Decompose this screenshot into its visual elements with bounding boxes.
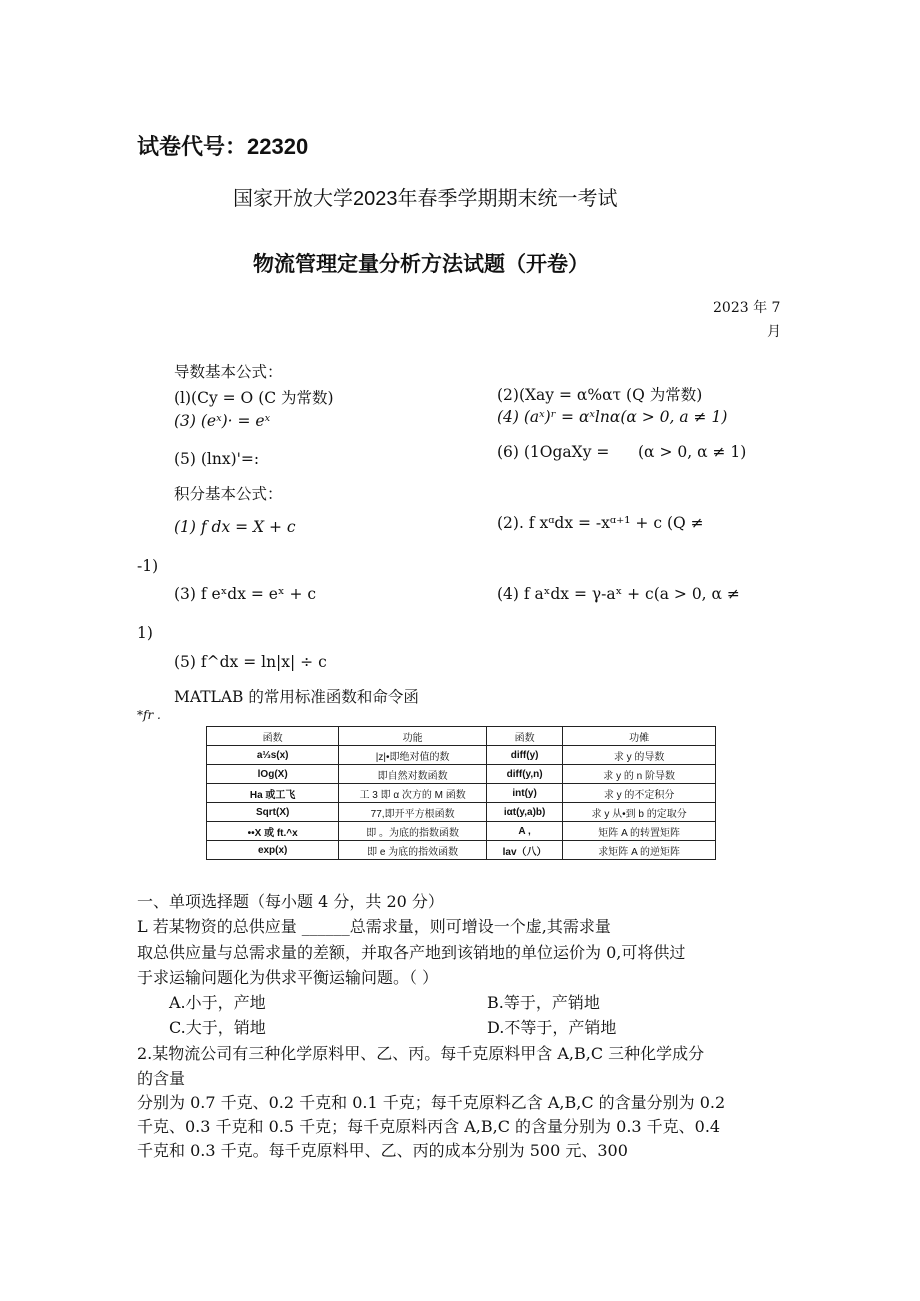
question-1-option-d: D.不等于，产销地 [487,1018,617,1037]
derivative-formula-6: (6) (1OgaXy = [497,443,610,461]
exam-code: 试卷代号：22320 [137,134,309,159]
integral-formula-5: (5) f^dx = ln|x| ÷ c [174,653,327,671]
table-cell: 求矩阵 A 的逆矩阵 [563,841,716,860]
table-cell: 77,即开平方根函数 [339,803,487,822]
matlab-function-table [206,726,716,860]
question-2-line-3: 分别为 0.7 千克、0.2 千克和 0.1 千克；每千克原料乙含 A,B,C 的含量分别为 0.2 [137,1093,726,1112]
integral-formula-4: (4) f aˣdx = γ-aˣ + c(a > 0, α ≠ [497,585,740,603]
table-cell: 工 3 即 α 次方的 M 函数 [339,784,487,803]
table-cell: ••X 或 ft.^x [207,822,339,841]
table-cell: 即自然对数函数 [339,765,487,784]
question-1-option-c: C.大于，销地 [169,1018,266,1037]
table-cell: 求 y 的不定积分 [563,784,716,803]
table-cell: iαt(y,a)b) [486,803,562,822]
subject-title: 物流管理定量分析方法试题（开卷） [253,253,589,276]
integral-formula-2-tail: -1) [137,557,159,575]
table-row [207,822,716,841]
table-cell: 即 e 为底的指效函数 [339,841,487,860]
table-header-cell: 函数 [207,727,339,746]
exam-date-line1: 2023 年 7 [713,300,781,316]
derivatives-heading: 导数基本公式： [174,363,283,381]
table-cell: 矩阵 A 的转置矩阵 [563,822,716,841]
table-row [207,746,716,765]
integral-formula-1: (1) f dx = X + c [174,518,296,536]
question-1-line-1: L 若某物资的总供应量 ______总需求量，则可增设一个虚,其需求量 [137,917,611,936]
derivative-formula-2: (2)(Xay = α%ατ (Q 为常数) [497,386,703,404]
derivative-formula-6-condition: (α > 0, α ≠ 1) [638,443,747,461]
table-cell: diff(y,n) [486,765,562,784]
table-row [207,784,716,803]
table-cell: A , [486,822,562,841]
table-cell: Sqrt(X) [207,803,339,822]
table-row [207,841,716,860]
table-header-cell: 功傩 [563,727,716,746]
integral-formula-3: (3) f eˣdx = eˣ + c [174,585,317,603]
table-row [207,803,716,822]
exam-title: 国家开放大学2023年春季学期期末统一考试 [233,188,618,210]
section-heading: 一、单项选择题（每小题 4 分，共 20 分） [137,892,444,911]
table-cell: 求 y 的导数 [563,746,716,765]
derivative-formula-5: (5) (lnx)'=: [174,450,260,468]
table-row [207,765,716,784]
table-cell: diff(y) [486,746,562,765]
matlab-intro-tail: *fr . [137,708,161,722]
table-cell: lav（八） [486,841,562,860]
table-cell: |z|•即绝对值的数 [339,746,487,765]
question-2-line-1: 2.某物流公司有三种化学原料甲、乙、丙。每千克原料甲含 A,B,C 三种化学成分 [137,1044,705,1063]
question-1-line-3: 于求运输问题化为供求平衡运输问题。（ ） [137,968,439,987]
table-cell: 即 。为底的指数函数 [339,822,487,841]
table-cell: lOg(X) [207,765,339,784]
integral-formula-2: (2). f xᵅdx = -xᵅ⁺¹ + c (Q ≠ [497,514,704,532]
question-2-line-4: 千克、0.3 千克和 0.5 千克；每千克原料丙含 A,B,C 的含量分别为 0.3 千克、0.4 [137,1117,721,1136]
table-cell: int(y) [486,784,562,803]
integrals-heading: 积分基本公式： [174,485,283,503]
question-1-option-b: B.等于，产销地 [487,993,600,1012]
table-header-cell: 函数 [486,727,562,746]
table-cell: 求 y 的 n 阶导数 [563,765,716,784]
derivative-formula-3: (3) (eˣ)· = eˣ [174,412,271,430]
question-1-line-2: 取总供应量与总需求量的差额，并取各产地到该销地的单位运价为 0,可将供过 [137,943,686,962]
integral-formula-4-tail: 1) [137,624,153,642]
table-cell: exp(x) [207,841,339,860]
question-2-line-2: 的含量 [137,1069,186,1088]
table-header-row [207,727,716,746]
table-cell: 求 y 从•到 b 的定取分 [563,803,716,822]
derivative-formula-1: (l)(Cy = O (C 为常数) [174,389,334,407]
exam-date-line2: 月 [767,324,781,340]
question-2-line-5: 千克和 0.3 千克。每千克原料甲、乙、丙的成本分别为 500 元、300 [137,1141,628,1160]
matlab-intro: MATLAB 的常用标准函数和命令函 [174,688,419,706]
question-1-option-a: A.小于，产地 [169,993,266,1012]
table-cell: Ha 或工飞 [207,784,339,803]
derivative-formula-4: (4) (aˣ)ʳ = αˣlnα(α > 0, a ≠ 1) [497,408,728,426]
table-header-cell: 功能 [339,727,487,746]
table-cell: a⅓s(x) [207,746,339,765]
